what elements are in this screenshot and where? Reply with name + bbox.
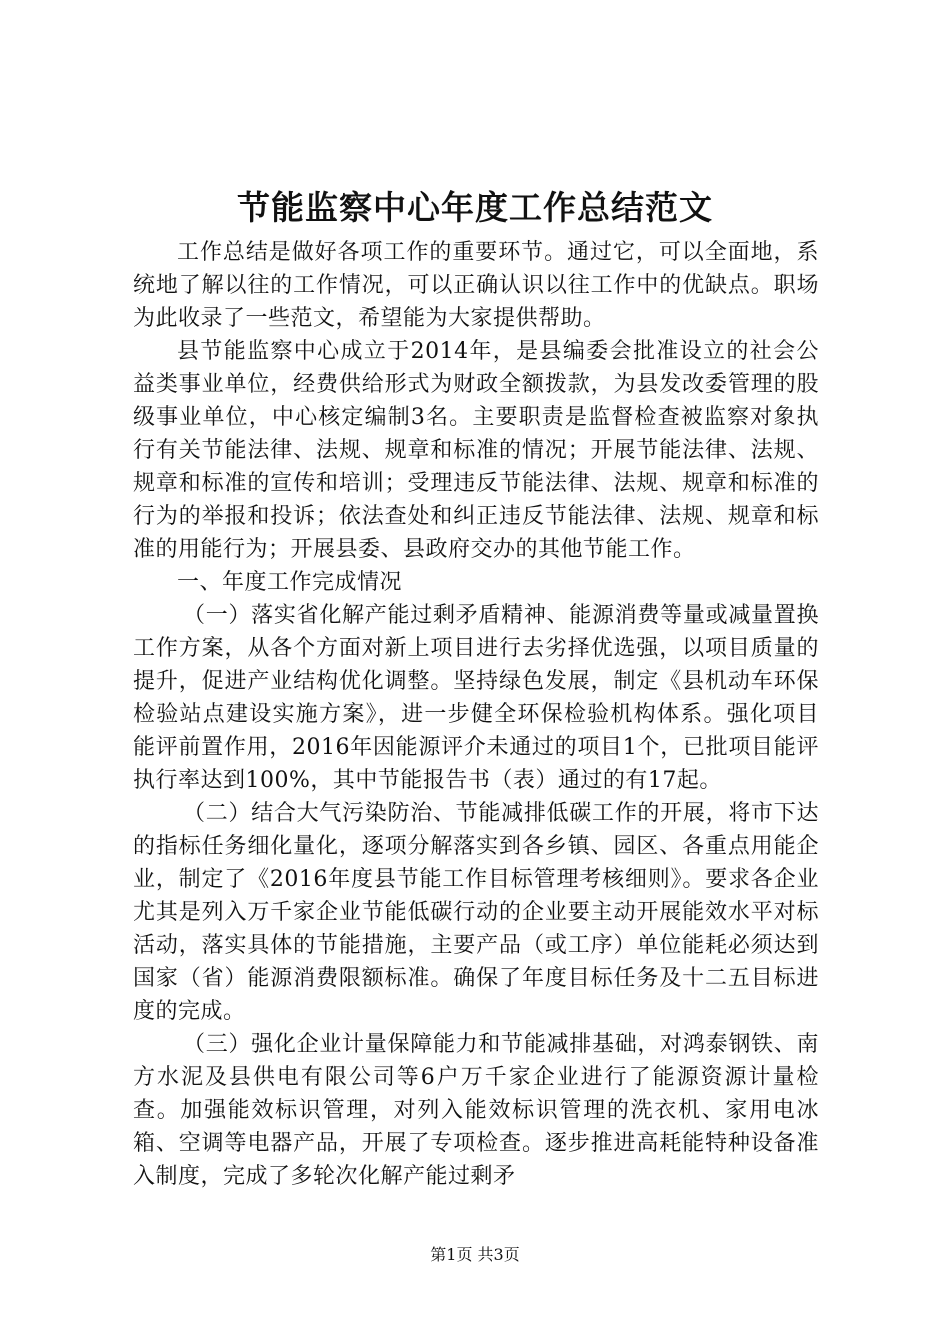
- document-body: [133, 236, 819, 1193]
- section-heading: 一、年度工作完成情况: [177, 570, 403, 595]
- document-title: 节能监察中心年度工作总结范文: [237, 188, 713, 227]
- page-footer: 第1页 共3页: [430, 1245, 520, 1264]
- item-one-paragraph: （一）落实省化解产能过剩矛盾精神、能源消费等量或减量置换工作方案，从各个方面对新上项目进行去劣择优选强，以项目质量的提升，促进产业结构优化调整。坚持绿色发展，制定《县机动车环保检验站点建设实施方案》，进一步健全环保检验机构体系。强化项目能评前置作用，2016年因能源评介未通过的项目1个，已批项目能评执行率达到100%，其中节能报告书（表）通过的有17起。: [133, 603, 819, 793]
- item-three-paragraph: （三）强化企业计量保障能力和节能减排基础，对鸿泰钢铁、南方水泥及县供电有限公司等6户万千家企业进行了能源资源计量检查。加强能效标识管理，对列入能效标识管理的洗衣机、家用电冰箱、空调等电器产品，开展了专项检查。逐步推进高耗能特种设备准入制度，完成了多轮次化解产能过剩矛: [133, 1032, 819, 1189]
- overview-paragraph: 县节能监察中心成立于2014年，是县编委会批准设立的社会公益类事业单位，经费供给形式为财政全额拨款，为县发改委管理的股级事业单位，中心核定编制3名。主要职责是监督检查被监察对象执行有关节能法律、法规、规章和标准的情况；开展节能法律、法规、规章和标准的宣传和培训；受理违反节能法律、法规、规章和标准的行为的举报和投诉；依法查处和纠正违反节能法律、法规、规章和标准的用能行为；开展县委、县政府交办的其他节能工作。: [133, 339, 819, 562]
- item-two-paragraph: （二）结合大气污染防治、节能减排低碳工作的开展，将市下达的指标任务细化量化，逐项分解落实到各乡镇、园区、各重点用能企业，制定了《2016年度县节能工作目标管理考核细则》。要求各企业尤其是列入万千家企业节能低碳行动的企业要主动开展能效水平对标活动，落实具体的节能措施，主要产品（或工序）单位能耗必须达到国家（省）能源消费限额标准。确保了年度目标任务及十二五目标进度的完成。: [133, 801, 819, 1024]
- intro-paragraph: 工作总结是做好各项工作的重要环节。通过它，可以全面地，系统地了解以往的工作情况，可以正确认识以往工作中的优缺点。职场为此收录了一些范文，希望能为大家提供帮助。: [133, 240, 819, 331]
